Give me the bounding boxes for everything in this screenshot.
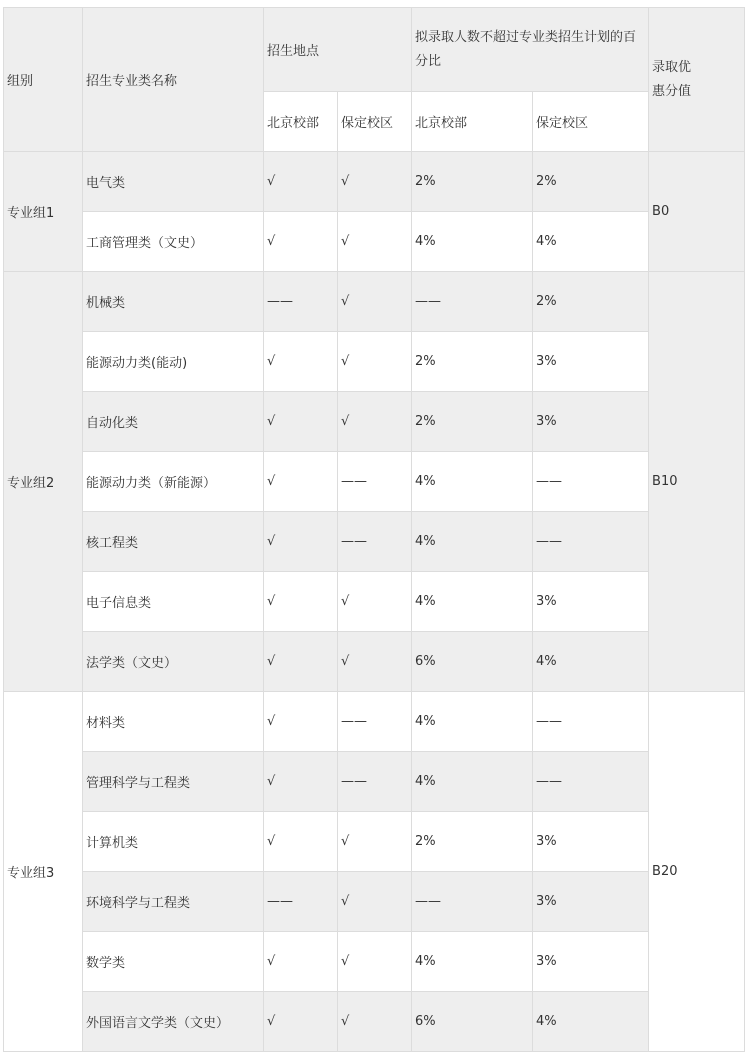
beijing-campus-mark: √ <box>264 932 338 992</box>
group-name: 专业组1 <box>4 152 83 272</box>
baoding-percent: 3% <box>533 332 649 392</box>
baoding-campus-mark: —— <box>338 452 412 512</box>
major-name: 计算机类 <box>83 812 264 872</box>
table-row <box>4 632 745 692</box>
major-name: 外国语言文学类（文史） <box>83 992 264 1052</box>
header-beijing-pct: 北京校部 <box>412 92 533 152</box>
major-name: 数学类 <box>83 932 264 992</box>
major-name: 自动化类 <box>83 392 264 452</box>
admission-table <box>3 7 745 1052</box>
header-major-name: 招生专业类名称 <box>83 8 264 152</box>
table-row <box>4 212 745 272</box>
table-row <box>4 812 745 872</box>
baoding-campus-mark: √ <box>338 632 412 692</box>
beijing-campus-mark: √ <box>264 992 338 1052</box>
bonus-score: B0 <box>649 152 745 272</box>
baoding-percent: 4% <box>533 212 649 272</box>
baoding-percent: 3% <box>533 932 649 992</box>
bonus-score: B20 <box>649 692 745 1052</box>
baoding-campus-mark: √ <box>338 152 412 212</box>
major-name: 材料类 <box>83 692 264 752</box>
baoding-percent: 2% <box>533 272 649 332</box>
baoding-percent: 4% <box>533 992 649 1052</box>
major-name: 能源动力类(能动) <box>83 332 264 392</box>
beijing-percent: 4% <box>412 692 533 752</box>
bonus-score: B10 <box>649 272 745 692</box>
major-name: 电子信息类 <box>83 572 264 632</box>
header-percent: 拟录取人数不超过专业类招生计划的百分比 <box>412 8 649 92</box>
major-name: 法学类（文史） <box>83 632 264 692</box>
beijing-campus-mark: √ <box>264 452 338 512</box>
header-beijing: 北京校部 <box>264 92 338 152</box>
beijing-percent: 2% <box>412 812 533 872</box>
beijing-campus-mark: √ <box>264 512 338 572</box>
baoding-campus-mark: √ <box>338 272 412 332</box>
baoding-percent: 3% <box>533 392 649 452</box>
beijing-percent: —— <box>412 872 533 932</box>
beijing-campus-mark: —— <box>264 272 338 332</box>
baoding-percent: 2% <box>533 152 649 212</box>
baoding-campus-mark: —— <box>338 752 412 812</box>
table-row <box>4 452 745 512</box>
beijing-campus-mark: √ <box>264 752 338 812</box>
baoding-campus-mark: √ <box>338 872 412 932</box>
baoding-campus-mark: √ <box>338 392 412 452</box>
header-location: 招生地点 <box>264 8 412 92</box>
beijing-campus-mark: √ <box>264 812 338 872</box>
table-row <box>4 152 745 212</box>
beijing-percent: 4% <box>412 212 533 272</box>
major-name: 管理科学与工程类 <box>83 752 264 812</box>
group-name: 专业组3 <box>4 692 83 1052</box>
table-row <box>4 272 745 332</box>
table-row <box>4 332 745 392</box>
beijing-campus-mark: √ <box>264 332 338 392</box>
major-name: 工商管理类（文史） <box>83 212 264 272</box>
table-row <box>4 512 745 572</box>
table-row <box>4 932 745 992</box>
major-name: 核工程类 <box>83 512 264 572</box>
baoding-campus-mark: √ <box>338 212 412 272</box>
beijing-campus-mark: √ <box>264 152 338 212</box>
baoding-percent: —— <box>533 752 649 812</box>
beijing-percent: 2% <box>412 152 533 212</box>
header-baoding-pct: 保定校区 <box>533 92 649 152</box>
beijing-percent: 2% <box>412 392 533 452</box>
beijing-percent: 4% <box>412 452 533 512</box>
beijing-campus-mark: √ <box>264 572 338 632</box>
baoding-campus-mark: —— <box>338 692 412 752</box>
baoding-campus-mark: √ <box>338 992 412 1052</box>
header-group: 组别 <box>4 8 83 152</box>
beijing-percent: 6% <box>412 632 533 692</box>
baoding-percent: 3% <box>533 872 649 932</box>
beijing-percent: 2% <box>412 332 533 392</box>
major-name: 环境科学与工程类 <box>83 872 264 932</box>
beijing-percent: 4% <box>412 572 533 632</box>
header-baoding: 保定校区 <box>338 92 412 152</box>
table-body <box>4 8 745 1052</box>
beijing-campus-mark: √ <box>264 392 338 452</box>
baoding-percent: —— <box>533 452 649 512</box>
major-name: 机械类 <box>83 272 264 332</box>
major-name: 能源动力类（新能源） <box>83 452 264 512</box>
table-row <box>4 872 745 932</box>
baoding-campus-mark: —— <box>338 512 412 572</box>
table-row <box>4 992 745 1052</box>
baoding-campus-mark: √ <box>338 332 412 392</box>
baoding-percent: 3% <box>533 812 649 872</box>
major-name: 电气类 <box>83 152 264 212</box>
header-bonus: 录取优惠分值 <box>649 8 745 152</box>
beijing-percent: 4% <box>412 932 533 992</box>
beijing-campus-mark: √ <box>264 632 338 692</box>
beijing-percent: 6% <box>412 992 533 1052</box>
baoding-percent: —— <box>533 512 649 572</box>
beijing-campus-mark: √ <box>264 692 338 752</box>
baoding-percent: 4% <box>533 632 649 692</box>
table-row <box>4 692 745 752</box>
beijing-percent: 4% <box>412 512 533 572</box>
group-name: 专业组2 <box>4 272 83 692</box>
baoding-percent: —— <box>533 692 649 752</box>
baoding-percent: 3% <box>533 572 649 632</box>
baoding-campus-mark: √ <box>338 572 412 632</box>
baoding-campus-mark: √ <box>338 812 412 872</box>
table-row <box>4 752 745 812</box>
table-row <box>4 392 745 452</box>
beijing-percent: —— <box>412 272 533 332</box>
baoding-campus-mark: √ <box>338 932 412 992</box>
beijing-campus-mark: —— <box>264 872 338 932</box>
beijing-campus-mark: √ <box>264 212 338 272</box>
table-row <box>4 572 745 632</box>
beijing-percent: 4% <box>412 752 533 812</box>
